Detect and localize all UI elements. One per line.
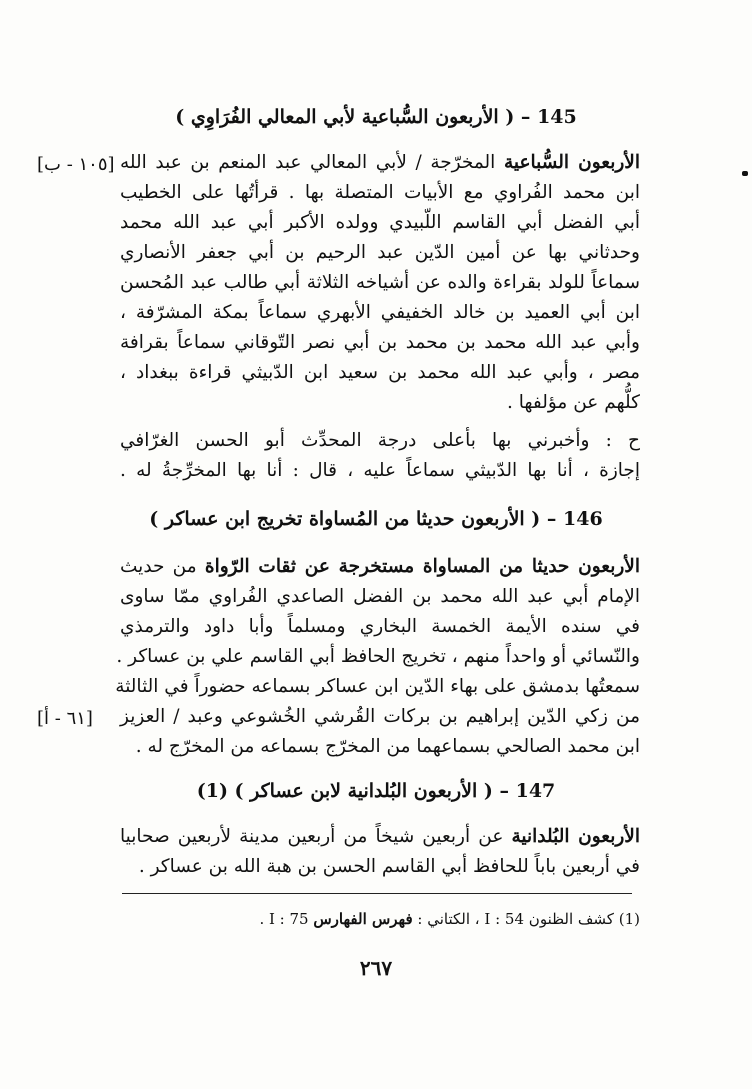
entry-heading: 147 – ( الأربعون البُلدانية لابن عساكر ) (1) xyxy=(196,780,556,802)
text-line: في سنده الأيمة الخمسة البخاري ومسلماً وأبا داود والترمذي xyxy=(120,616,640,637)
text-line: كلُّهم عن مؤلفها . xyxy=(506,392,640,413)
entry-title: ( الأربعون السُّباعية لأبي المعالي الفُرَاوِي ) xyxy=(175,106,515,128)
margin-reference: [١٠٥ - ب] xyxy=(37,154,115,175)
entry-number: 146 xyxy=(563,508,603,530)
page-number: ٢٦٧ xyxy=(359,956,393,980)
entry-title: ( الأربعون البُلدانية لابن عساكر ) (1) xyxy=(196,780,493,802)
text-line: الأربعون البُلدانية عن أربعين شيخاً من أربعين مدينة لأربعين صحابيا xyxy=(120,826,640,847)
text-line: الأربعون حديثا من المساواة مستخرجة عن ثقات الرّواة من حديث xyxy=(120,556,640,577)
entry-lead: الأربعون البُلدانية xyxy=(511,826,640,847)
text-line: ح : وأخبرني بها بأعلى درجة المحدِّث أبو الحسن الغرّافي xyxy=(120,430,640,451)
text-line: من زكي الدّين إبراهيم بن بركات القُرشي الخُشوعي وعبد / العزيز xyxy=(120,706,640,727)
text-line: إجازة ، أنا بها الدّبيثي سماعاً عليه ، قال : أنا بها المخرِّجةُ له . xyxy=(120,460,640,481)
footnote-divider xyxy=(122,893,632,894)
text-line: ابن أبي العميد بن خالد الخفيفي الأبهري سماعاً بمكة المشرّفة ، xyxy=(120,302,640,323)
entry-lead: الأربعون السُّباعية xyxy=(503,152,640,173)
margin-reference: [٦١ - أ] xyxy=(37,708,93,729)
entry-heading: 145 – ( الأربعون السُّباعية لأبي المعالي الفُرَاوِي ) xyxy=(175,106,577,128)
text-line: وأبي عبد الله محمد بن محمد بن أبي نصر التّوقاني سماعاً بقرافة xyxy=(120,332,640,353)
text-line: أبي الفضل أبي القاسم اللّبيدي وولده الأكبر أبي عبد الله محمد xyxy=(120,212,640,233)
footnote-marker: (1) xyxy=(618,910,640,928)
text-line: ابن محمد الصالحي بسماعهما من المخرّج بسماعه من المخرّج له . xyxy=(135,736,640,757)
entry-lead: الأربعون حديثا من المساواة مستخرجة عن ثقات الرّواة xyxy=(204,556,640,577)
entry-title: ( الأربعون حديثا من المُساواة تخريج ابن عساكر ) xyxy=(149,508,541,530)
margin-mark xyxy=(742,171,748,176)
entry-number: 147 xyxy=(515,780,556,802)
text-line: الإمام أبي عبد الله محمد بن الفضل الصاعدي الفُراوي ممّا ساوى xyxy=(120,586,640,607)
text-line: مصر ، وأبي عبد الله محمد بن سعيد ابن الدّبيثي قراءة ببغداد ، xyxy=(120,362,640,383)
entry-number: 145 xyxy=(537,106,577,128)
footnote: (1) كشف الظنون I : 54 ، الكتاني : فهرس الفهارس I : 75 . xyxy=(259,910,640,928)
text-line: سماعاً للولد بقراءة والده عن أشياخه الثلاثة أبي طالب عبد المُحسن xyxy=(120,272,640,293)
text-line: الأربعون السُّباعية المخرّجة / لأبي المعالي عبد المنعم بن عبد الله xyxy=(120,152,640,173)
entry-heading: 146 – ( الأربعون حديثا من المُساواة تخريج ابن عساكر ) xyxy=(149,508,603,530)
text-line: في أربعين باباً للحافظ أبي القاسم الحسن بن هبة الله بن عساكر . xyxy=(138,856,640,877)
text-line: ابن محمد الفُراوي مع الأبيات المتصلة بها . قرأتُها على الخطيب xyxy=(120,182,640,203)
text-line: والنّسائي أو واحداً منهم ، تخريج الحافظ أبي القاسم علي بن عساكر . xyxy=(116,646,640,667)
text-line: سمعتُها بدمشق على بهاء الدّين ابن عساكر بسماعه حضوراً في الثالثة xyxy=(115,676,640,697)
text-line: وحدثاني بها عن أمين الدّين عبد الرحيم بن أبي جعفر الأنصاري xyxy=(120,242,640,263)
